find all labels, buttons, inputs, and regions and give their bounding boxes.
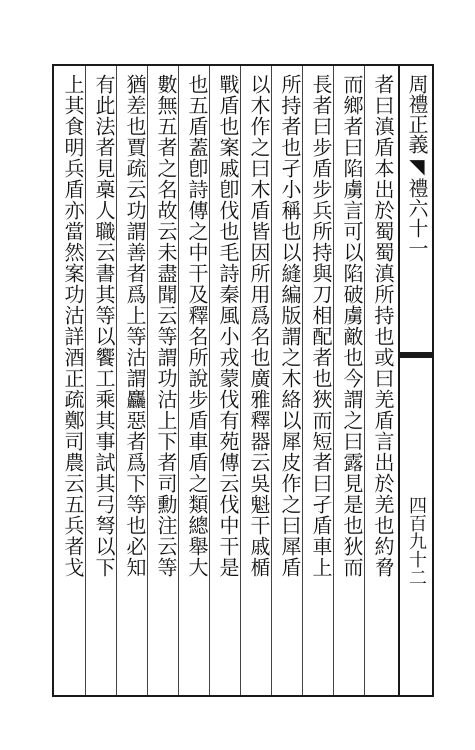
page-number: 四百九十二	[406, 496, 427, 586]
text-column-1: 者曰滇盾本出於蜀蜀滇所持也或曰羌盾言出於羌也約脅	[371, 74, 395, 578]
margin-strip	[400, 64, 434, 697]
book-title: 周禮正義	[405, 74, 429, 154]
text-column-8: 數無五者之名故云未盡聞云等謂功沽上下者司勳注云等	[154, 74, 178, 578]
text-column-5: 以木作之曰木盾皆因所用爲名也廣雅釋器云吳魁干戚楯	[247, 74, 271, 578]
text-frame	[52, 64, 400, 697]
text-column-3: 長者曰步盾步兵所持與刀相配者也狹而短者曰孑盾車上	[309, 74, 333, 578]
fish-tail-icon: ◥	[405, 154, 429, 178]
text-column-7: 也五盾蓋卽詩傳之中干及釋名所說步盾車盾之類總舉大	[185, 74, 209, 578]
text-column-9: 猶差也賈疏云功謂善者爲上等沽謂麤惡者爲下等也必知	[123, 74, 147, 578]
running-title	[404, 74, 430, 258]
chapter-title: 禮六十一	[405, 178, 429, 258]
text-column-4: 所持者也孑小稱也以縫編版謂之木絡以犀皮作之曰犀盾	[278, 74, 302, 578]
text-column-10: 有此法者見槀人職云書其等以饗工乘其事試其弓弩以下	[92, 74, 116, 578]
text-column-6: 戰盾也案戚卽伐也毛詩秦風小戎蒙伐有苑傳云伐中干是	[216, 74, 240, 578]
text-column-11: 上其食明兵盾亦當然案功沽詳酒正疏鄭司農云五兵者戈	[61, 74, 85, 578]
fish-tail-divider	[400, 352, 434, 358]
text-column-2: 而鄉者曰陷虜言可以陷破虜敵也今謂之曰露見是也狄而	[340, 74, 364, 578]
